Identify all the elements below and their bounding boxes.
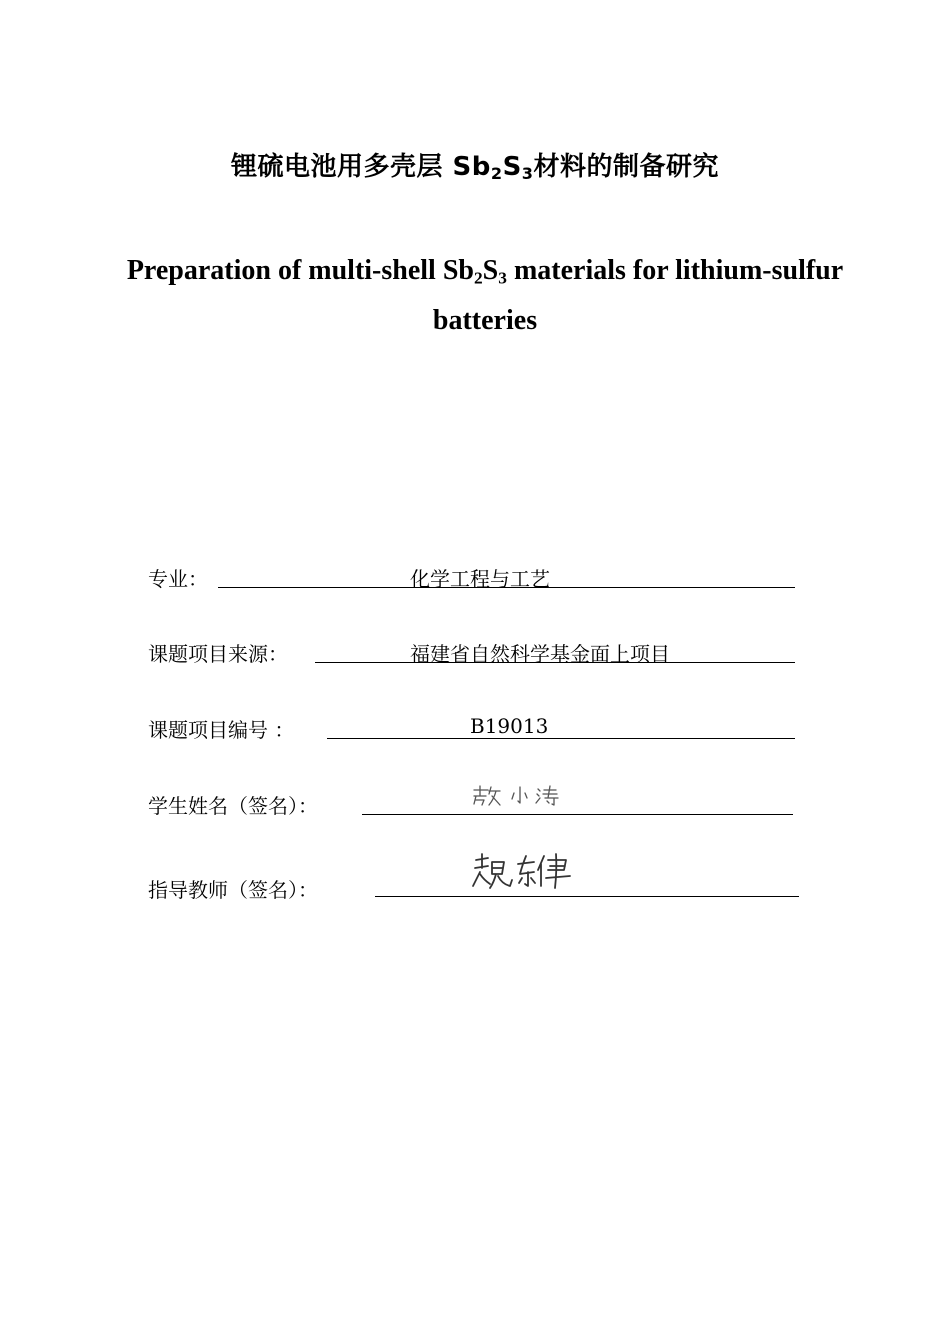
chinese-title-subscript-3: 3 (521, 164, 534, 184)
major-value: 化学工程与工艺 (410, 567, 550, 591)
english-title-subscript-2: 2 (473, 268, 483, 288)
project-number-value: B19013 (470, 714, 549, 738)
chinese-title-sulfur: S (502, 152, 522, 182)
english-title (100, 246, 870, 346)
project-number-underline (327, 738, 795, 739)
major-label: 专业： (148, 567, 208, 591)
advisor-signature-image (470, 850, 574, 892)
advisor-name-underline (375, 896, 799, 897)
english-title-subscript-3: 3 (498, 268, 507, 288)
chinese-title-subscript-2: 2 (490, 164, 503, 184)
project-source-value: 福建省自然科学基金面上项目 (410, 642, 670, 666)
chinese-title-rest: 材料的制备研究 (533, 152, 720, 182)
advisor-name-label: 指导教师（签名）： (148, 878, 318, 902)
project-number-label: 课题项目编号 ： (148, 718, 295, 742)
english-title-rest: materials for lithium-sulfur batteries (432, 255, 844, 336)
student-name-label: 学生姓名（签名）： (148, 794, 318, 818)
student-signature-image (470, 782, 570, 810)
english-title-text: Preparation of multi-shell Sb (126, 255, 474, 286)
chinese-title-text: 锂硫电池用多壳层 Sb (230, 152, 491, 182)
chinese-title (0, 146, 950, 183)
project-source-label: 课题项目来源： (148, 642, 288, 666)
advisor-signature (470, 850, 574, 892)
student-name-underline (362, 814, 793, 815)
english-title-sulfur: S (482, 255, 499, 286)
student-signature (470, 782, 570, 810)
